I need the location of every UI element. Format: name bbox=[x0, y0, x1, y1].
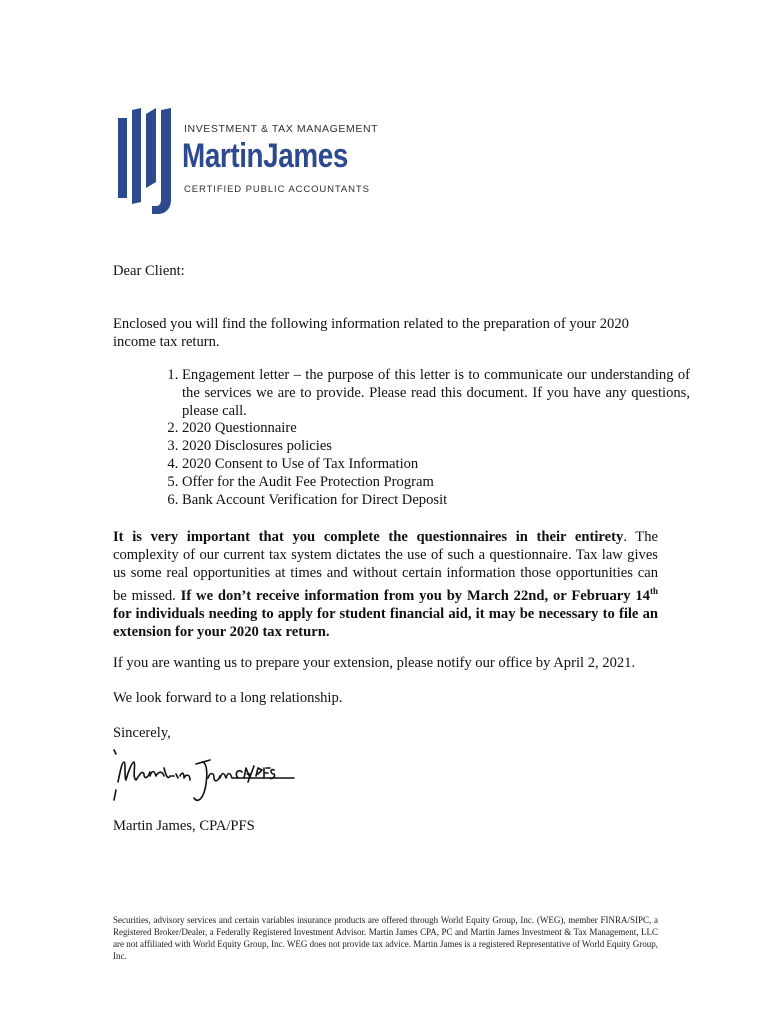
closing: Sincerely, bbox=[113, 725, 171, 741]
mj-monogram-icon bbox=[112, 104, 182, 216]
enclosure-list bbox=[150, 367, 690, 509]
deadline-superscript: th bbox=[649, 586, 658, 596]
legal-disclaimer: Securities, advisory services and certain variables insurance products are offered through World Equity Group, Inc. (WEG), member FINRA/SIPC, a Registered Broker/Dealer, a Federally Registered Investment Advisor. Martin James CPA, PC and Martin James Investment & Tax Management, LLC are not affiliated with World Equity Group, Inc. WEG does not provide tax advice. Martin James is a registered Representative of World Equity Group, Inc. bbox=[113, 915, 658, 961]
important-body: . The complexity of our current tax system dictates the use of such a questionnaire. Tax law gives us some real opportunities at times and without certain information those opportunities can be missed. bbox=[113, 529, 658, 604]
list-item: 2. 2020 Questionnaire bbox=[182, 420, 690, 438]
logo-company-name: MartinJames bbox=[182, 137, 348, 175]
logo-tagline-bottom: CERTIFIED PUBLIC ACCOUNTANTS bbox=[184, 184, 370, 195]
closing-sentence: We look forward to a long relationship. bbox=[113, 690, 343, 706]
deadline-notice bbox=[113, 588, 658, 640]
deadline-part2: for individuals needing to apply for student financial aid, it may be necessary to file an extension for your 2020 tax return. bbox=[113, 605, 658, 640]
list-item: 5. Offer for the Audit Fee Protection Program bbox=[182, 474, 690, 492]
greeting: Dear Client: bbox=[113, 263, 185, 279]
list-item: 3. 2020 Disclosures policies bbox=[182, 438, 690, 456]
handwritten-signature bbox=[110, 748, 310, 810]
intro-paragraph: Enclosed you will find the following information related to the preparation of your 2020 income tax return. bbox=[113, 316, 629, 350]
list-item: 4. 2020 Consent to Use of Tax Information bbox=[182, 456, 690, 474]
list-item: 6. Bank Account Verification for Direct Deposit bbox=[182, 492, 690, 510]
list-item: 1. Engagement letter – the purpose of this letter is to communicate our understanding of the services we are to provide. Please read this document. If you have any questions, please call. bbox=[182, 367, 690, 420]
extension-paragraph: If you are wanting us to prepare your extension, please notify our office by April 2, 2021. bbox=[113, 655, 636, 671]
important-emphasis: It is very important that you complete the questionnaires in their entirety bbox=[113, 529, 624, 545]
important-paragraph bbox=[113, 528, 658, 641]
logo-tagline-top: INVESTMENT & TAX MANAGEMENT bbox=[184, 123, 379, 135]
company-logo bbox=[112, 104, 379, 216]
signatory-name: Martin James, CPA/PFS bbox=[113, 818, 255, 834]
deadline-part1: If we don’t receive information from you by March 22nd, or February 14 bbox=[180, 587, 650, 604]
